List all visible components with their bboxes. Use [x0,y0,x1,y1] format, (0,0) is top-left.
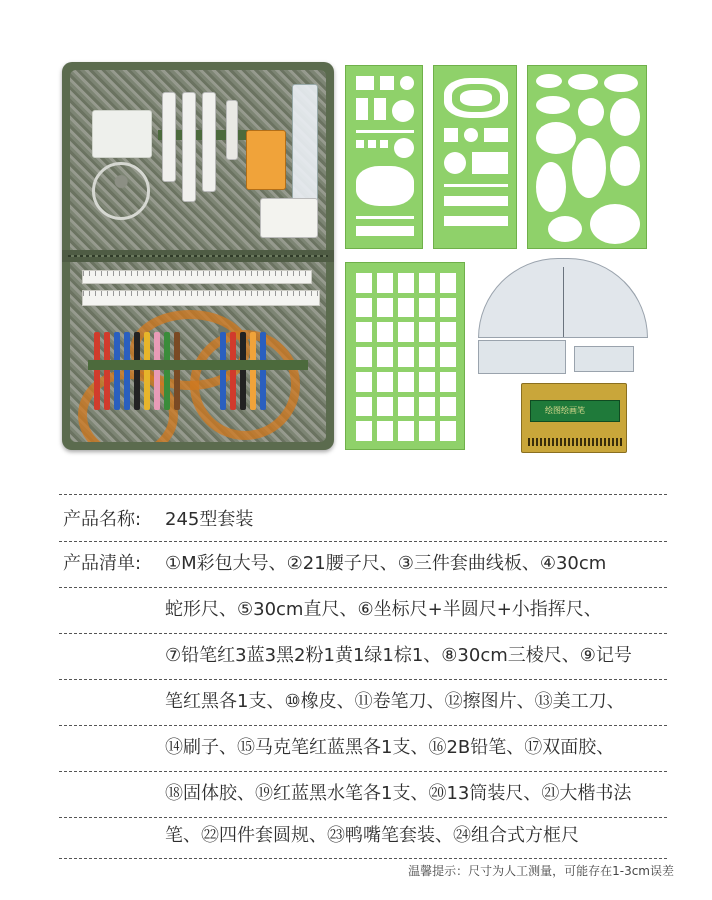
triangular-ruler [82,270,312,284]
glue-and-eraser [260,198,318,238]
product-list-line: 笔、㉒四件套圆规、㉓鸭嘴笔套装、㉔组合式方框尺 [165,825,579,846]
pencil [260,332,266,410]
product-name-row [59,497,667,543]
product-list-line: 笔红黑各1支、⑩橡皮、⑪卷笔刀、⑫擦图片、⑬美工刀、 [165,691,625,712]
measurement-note: 温馨提示：尺寸为人工测量，可能存在1-3cm误差 [408,864,674,878]
product-name-label: 产品名称: [63,509,142,530]
knife [226,100,238,160]
brush [246,130,286,190]
green-stencil-1 [345,65,423,249]
product-list-line: ①M彩包大号、②21腰子尺、③三件套曲线板、④30cm [165,553,607,574]
product-list-row [59,813,667,859]
pencil [230,332,236,410]
marker-pen [182,92,196,202]
green-stencil-grid [345,262,465,450]
protractor [478,258,648,338]
small-stencil [92,110,152,158]
green-stencil-2 [433,65,517,249]
flexible-curve-coil [92,162,150,220]
compass-box [292,84,318,204]
pencil [124,332,130,410]
product-list-row [59,633,667,679]
pencil [144,332,150,410]
product-list-row [59,587,667,633]
green-stencil-3 [527,65,647,249]
pencil [174,332,180,410]
coordinate-ruler [478,340,566,374]
product-list-label: 产品清单: [63,553,142,574]
pencil [114,332,120,410]
elastic-strap [88,360,308,370]
product-list-row [59,725,667,771]
zipper [62,250,334,262]
product-list-line: ⑱固体胶、⑲红蓝黑水笔各1支、⑳13筒装尺、㉑大楷书法 [165,783,632,804]
pencil [240,332,246,410]
pencil [104,332,110,410]
pencil [164,332,170,410]
pen-card-text-strip [528,438,622,446]
divider [59,858,667,859]
marker-pen [162,92,176,182]
drawing-pen-card [521,383,627,453]
small-ruler [574,346,634,372]
product-list-line: ⑦铅笔红3蓝3黑2粉1黄1绿1棕1、⑧30cm三棱尺、⑨记号 [165,645,632,666]
marker-pen [202,92,216,192]
divider [59,494,667,495]
product-list-row [59,679,667,725]
straight-ruler [82,290,320,306]
pen-card-label [530,400,620,422]
product-list-row [59,541,667,587]
pencil [154,332,160,410]
product-name-value: 245型套装 [165,509,254,530]
pencil [134,332,140,410]
pencil [220,332,226,410]
product-list-line: ⑭刷子、⑮马克笔红蓝黑各1支、⑯2B铅笔、⑰双面胶、 [165,737,615,758]
pencil [250,332,256,410]
product-list-row [59,771,667,817]
pencil [94,332,100,410]
product-list-line: 蛇形尺、⑤30cm直尺、⑥坐标尺+半圆尺+小指挥尺、 [165,599,602,620]
camo-drawing-case [62,62,334,450]
